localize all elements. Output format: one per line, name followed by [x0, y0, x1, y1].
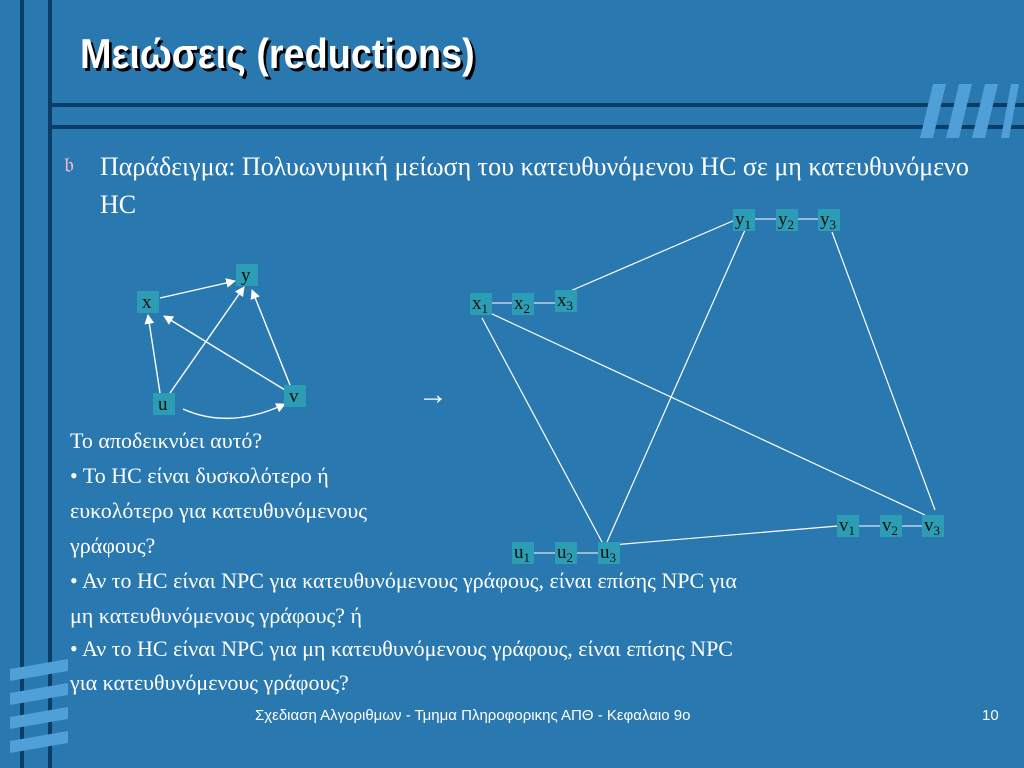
edge-x-y	[160, 281, 235, 298]
node-v-label: v	[289, 386, 299, 407]
gadget-u	[512, 542, 620, 565]
edge-x1-v3	[490, 313, 925, 515]
reduction-arrow-icon: →	[418, 378, 448, 411]
point1-line3: γράφους?	[70, 533, 156, 558]
node-y3-label: $y_3$	[820, 209, 836, 232]
edge-u3-v1	[612, 526, 838, 545]
point1-line1: • Το HC είναι δυσκολότερο ή	[70, 463, 329, 488]
slide-title: Μειώσεις (reductions)	[80, 30, 475, 77]
node-u3-label: $u_3$	[600, 542, 616, 565]
edge-u-x	[148, 315, 160, 393]
edge-u-y	[170, 287, 244, 393]
node-y-label: y	[241, 265, 251, 286]
bullet-icon: 𝔟	[64, 152, 75, 177]
point2-line1: • Αν το HC είναι NPC για κατευθυνόμενους γράφους, είναι επίσης NPC για	[70, 568, 737, 593]
node-u1-label: $u_1$	[514, 542, 530, 565]
point2-line2: μη κατευθυνόμενους γράφους? ή	[70, 603, 362, 628]
point1-line2: ευκολότερο για κατευθυνόμενους	[70, 498, 367, 523]
edge-x3-y1	[568, 220, 735, 292]
node-v1-label: $v_1$	[839, 515, 855, 538]
node-x3-label: $x_3$	[557, 290, 573, 313]
footer-text: Σχεδιαση Αλγοριθμων - Τμημα Πληροφορικης ΑΠΘ - Κεφαλαιο 9ο	[255, 707, 691, 724]
node-u-label: u	[158, 394, 168, 415]
node-x1-label: $x_1$	[472, 293, 488, 316]
point3-line1: • Αν το HC είναι NPC για μη κατευθυνόμενους γράφους, είναι επίσης NPC	[70, 636, 733, 661]
gadget-y	[733, 209, 840, 232]
page-number: 10	[982, 707, 999, 724]
edge-v-y	[252, 290, 290, 385]
point3-line2: για κατευθυνόμενους γράφους?	[70, 670, 349, 695]
node-x-label: x	[142, 292, 152, 313]
edge-y3-v3	[832, 232, 935, 510]
node-v2-label: $v_2$	[882, 515, 898, 538]
node-y2-label: $y_2$	[778, 209, 794, 232]
gadget-x	[470, 290, 577, 316]
node-v3-label: $v_3$	[924, 515, 940, 538]
node-x2-label: $x_2$	[514, 293, 530, 316]
node-u2-label: $u_2$	[557, 542, 573, 565]
gadget-v	[837, 515, 944, 538]
node-y1-label: $y_1$	[735, 209, 751, 232]
question-text: Το αποδεικνύει αυτό?	[70, 428, 263, 453]
edge-y1-u3	[607, 230, 745, 542]
example-text: Παράδειγμα: Πολυωνυμική μείωση του κατευθυνόμενου HC σε μη κατευθυνόμενο HC	[100, 152, 969, 219]
edge-u-v	[183, 404, 285, 418]
edge-x1-u3	[482, 318, 602, 542]
